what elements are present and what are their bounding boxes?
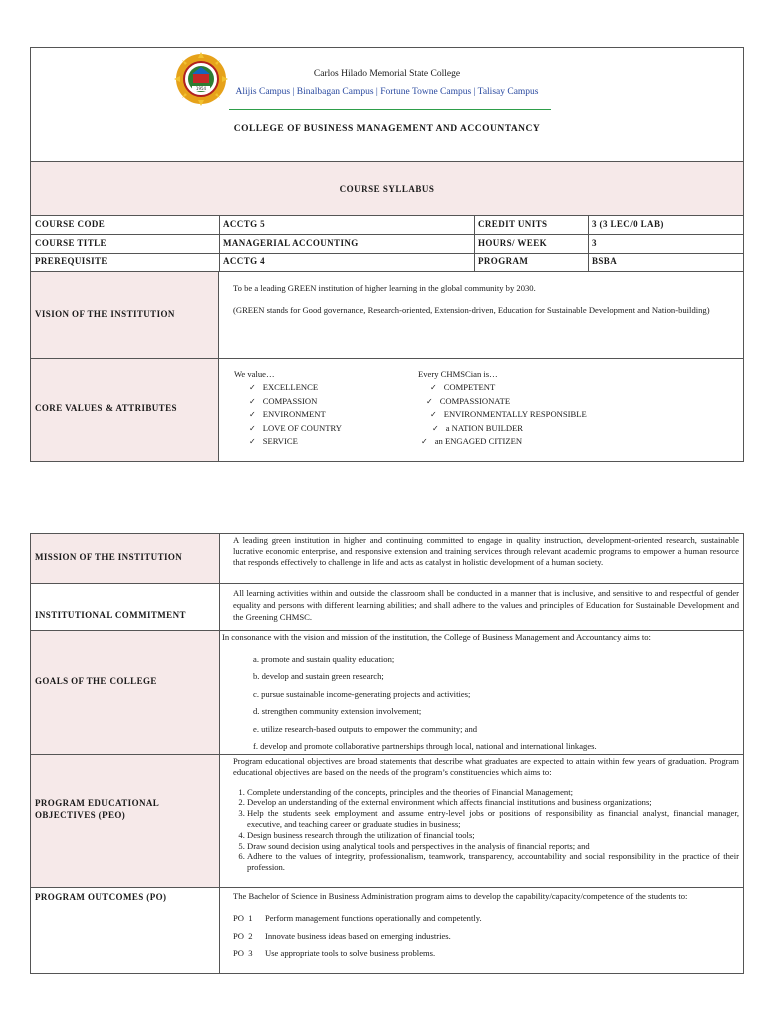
attributes-list: [418, 381, 587, 449]
core-values-cell: [219, 359, 743, 461]
list-item: [233, 945, 739, 963]
college-name: COLLEGE OF BUSINESS MANAGEMENT AND ACCOUNTANCY: [233, 124, 541, 134]
list-item: ✓ COMPETENT: [418, 381, 587, 395]
vision-label-cell: [31, 272, 219, 359]
course-code-value: ACCTG 5: [223, 219, 266, 229]
peo-cell: [220, 755, 743, 888]
list-item: 4. Design business research through the utilization of financial tools;: [247, 830, 739, 841]
list-item: ✓ an ENGAGED CITIZEN: [418, 435, 587, 449]
mission-label: MISSION OF THE INSTITUTION: [35, 552, 183, 562]
po-cell: [220, 888, 743, 973]
po-code: PO 3: [233, 948, 253, 958]
list-item: a. promote and sustain quality education;: [253, 654, 395, 664]
prerequisite-label: PREREQUISITE: [35, 256, 108, 266]
po-intro: The Bachelor of Science in Business Administration program aims to develop the capability/capacity/competence of the students to:: [233, 891, 688, 901]
institution-name: Carlos Hilado Memorial State College: [313, 69, 461, 79]
po-text: Innovate business ideas based on emerging industries.: [265, 930, 451, 941]
list-item: c. pursue sustainable income-generating projects and activities;: [253, 688, 471, 699]
po-text: Use appropriate tools to solve business problems.: [265, 948, 436, 958]
hours-week-label: HOURS/ WEEK: [478, 238, 547, 248]
list-item: ✓ ENVIRONMENTALLY RESPONSIBLE: [418, 408, 587, 422]
list-item: ✓ a NATION BUILDER: [418, 422, 587, 436]
core-values-label-cell: [31, 359, 219, 461]
list-item: ✓ COMPASSION: [249, 395, 342, 409]
course-syllabus-band: [31, 161, 743, 216]
institution-table: [30, 533, 744, 974]
list-item: d. strengthen community extension involvement;: [253, 706, 422, 717]
commitment-label-cell: [31, 584, 219, 631]
list-item: 1. Complete understanding of the concepts, principles and the theories of Financial Management;: [247, 787, 739, 798]
header-section: [30, 47, 744, 462]
core-values-label: CORE VALUES & ATTRIBUTES: [35, 403, 177, 413]
list-item: ✓ SERVICE: [249, 435, 342, 449]
program-label: PROGRAM: [478, 256, 529, 266]
values-list: [249, 381, 342, 449]
every-chmscian-heading: Every CHMSCian is…: [418, 369, 498, 379]
peo-label-cell: [31, 755, 219, 888]
hours-week-value: 3: [592, 238, 597, 248]
campuses-line: Alijis Campus | Binalbagan Campus | Fortune Towne Campus | Talisay Campus: [235, 87, 539, 97]
po-label: PROGRAM OUTCOMES (PO): [35, 892, 167, 902]
peo-label: PROGRAM EDUCATIONAL OBJECTIVES (PEO): [35, 798, 159, 820]
mission-text: A leading green institution in higher and continuing committed to engage in quality instruction, development-oriented research, sustainable lucrative economic enterprise, and responsive extension and training services through relevant academic programs to empower a human resource that responds effectively to challenge in life and acts as catalyst in holistic development of a human society.: [220, 534, 743, 584]
po-text: Perform management functions operationally and competently.: [265, 913, 482, 923]
peo-intro: Program educational objectives are broad statements that describe what graduates are expected to attain within few years of graduation. Program educational objectives are based on the needs of the program’s constituencies which aims to:: [233, 756, 739, 777]
list-item: f. develop and promote collaborative partnerships through local, national and international linkages.: [253, 741, 597, 752]
list-item: 5. Draw sound decision using analytical tools and perspectives in the analysis of financial reports; and: [247, 841, 739, 852]
commitment-text: All learning activities within and outside the classroom shall be conducted in a manner that is inclusive, and sensitive to and respectful of gender equality and persons with different learning abilities; and shall adhere to the values and principles of Education for Sustainable Development and the Greening CHMSC.: [220, 584, 743, 631]
credit-units-value: 3 (3 LEC/0 LAB): [592, 219, 664, 229]
college-seal-logo: [174, 52, 228, 106]
goals-intro: In consonance with the vision and mission of the institution, the College of Business Management and Accountancy aims to:: [222, 632, 651, 642]
list-item: e. utilize research-based outputs to empower the community; and: [253, 723, 478, 734]
credit-units-label: CREDIT UNITS: [478, 219, 548, 229]
goals-label: GOALS OF THE COLLEGE: [35, 676, 157, 686]
list-item: ✓ ENVIRONMENT: [249, 408, 342, 422]
program-value: BSBA: [592, 256, 618, 266]
list-item: b. develop and sustain green research;: [253, 671, 384, 682]
goals-label-cell: [31, 631, 219, 755]
course-info-grid: [31, 216, 743, 272]
peo-list: [233, 787, 739, 873]
po-code: PO 2: [233, 930, 253, 941]
vision-cell: [219, 272, 743, 359]
course-code-label: COURSE CODE: [35, 219, 106, 229]
list-item: [233, 910, 739, 928]
vision-text: To be a leading GREEN institution of higher learning in the global community by 2030.: [233, 283, 536, 293]
commitment-label: INSTITUTIONAL COMMITMENT: [35, 610, 186, 620]
course-title-value: MANAGERIAL ACCOUNTING: [223, 238, 359, 248]
list-item: [233, 928, 739, 946]
list-item: 2. Develop an understanding of the external environment which affects financial institutions and business organizations;: [247, 797, 739, 808]
list-item: ✓ LOVE OF COUNTRY: [249, 422, 342, 436]
list-item: 6. Adhere to the values of integrity, professionalism, teamwork, transparency, accountability and social responsibility in the practice of their profession.: [247, 851, 739, 873]
vision-label: VISION OF THE INSTITUTION: [35, 309, 175, 319]
course-syllabus-title: COURSE SYLLABUS: [339, 184, 435, 194]
list-item: ✓ COMPASSIONATE: [418, 395, 587, 409]
we-value-heading: We value…: [234, 369, 275, 379]
mission-label-cell: [31, 534, 219, 584]
vision-note: (GREEN stands for Good governance, Research-oriented, Extension-driven, Education for Sustainable Development and Nation-building): [233, 305, 710, 315]
po-code: PO 1: [233, 913, 253, 923]
list-item: 3. Help the students seek employment and assume entry-level jobs or positions of responsibility as financial analyst, financial manager, executive, and teaching career or graduate studies in business;: [247, 808, 739, 830]
prerequisite-value: ACCTG 4: [223, 256, 266, 266]
po-label-cell: [31, 888, 219, 973]
po-list: [233, 910, 739, 963]
svg-text:1954: 1954: [195, 86, 207, 91]
goals-list: [253, 651, 597, 755]
header-divider: [229, 109, 551, 110]
list-item: ✓ EXCELLENCE: [249, 381, 342, 395]
course-title-label: COURSE TITLE: [35, 238, 107, 248]
goals-cell: [220, 631, 743, 755]
